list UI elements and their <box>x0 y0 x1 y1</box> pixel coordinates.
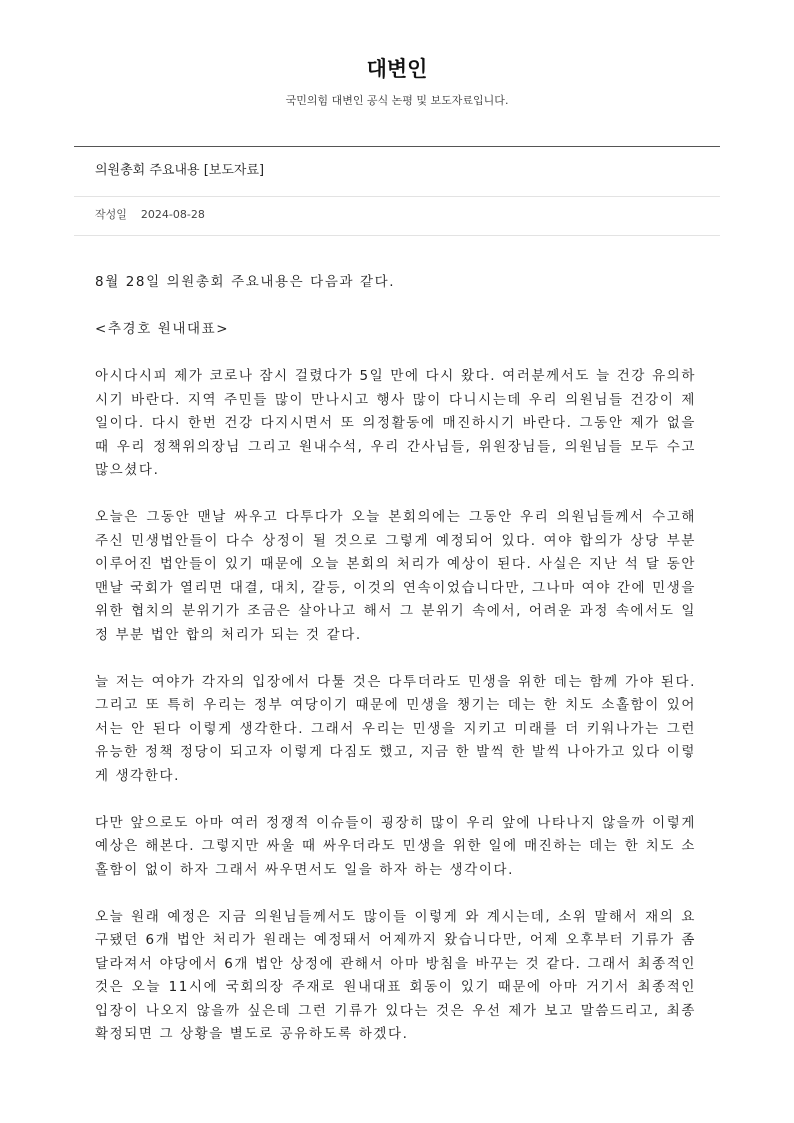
date-value: 2024-08-28 <box>140 208 205 221</box>
site-title: 대변인 <box>366 57 428 81</box>
paragraph: 아시다시피 제가 코로나 잠시 걸렸다가 5일 만에 다시 왔다. 여러분께서도 늘 건강 유의하시기 바란다. 지역 주민들 많이 만나시고 행사 많이 다니시는데 우리 의원님들 건강이 제일이다. 다시 한번 건강 다지시면서 또 의정활동에 매진하시기 바란다. 그동안 제가 없을 때 우리 정책위의장님 그리고 원내수석, 우리 간사님들, 위원장님들, 의원님들 모두 수고 많으셨다. <box>95 368 696 478</box>
article-body <box>95 271 696 1070</box>
paragraph: 오늘은 그동안 맨날 싸우고 다투다가 오늘 본회의에는 그동안 우리 의원님들께서 수고해 주신 민생법안들이 다수 상정이 될 것으로 그렇게 예정되어 있다. 여야 합의가 상당 부분 이루어진 법안들이 있기 때문에 오늘 본회의 처리가 예상이 된다. 사실은 지난 석 달 동안 맨날 국회가 열리면 대결, 대치, 갈등, 이것의 연속이었습니다만, 그나마 여야 간에 민생을 위한 협치의 분위기가 조금은 살아나고 해서 그 분위기 속에서, 어려운 과정 속에서도 일정 부분 법안 합의 처리가 되는 것 같다. <box>95 509 696 643</box>
title-divider <box>74 196 720 197</box>
paragraph: 다만 앞으로도 아마 여러 정쟁적 이슈들이 굉장히 많이 우리 앞에 나타나지 않을까 이렇게 예상은 해본다. 그렇지만 싸울 때 싸우더라도 민생을 위한 일에 매진하는 데는 한 치도 소홀함이 없이 하자 그래서 싸우면서도 일을 하자 하는 생각이다. <box>95 814 696 878</box>
meta-divider <box>74 235 720 236</box>
paragraph-speaker: <추경호 원내대표> <box>95 321 230 337</box>
date-label: 작성일 <box>95 208 127 221</box>
article-meta <box>95 207 205 223</box>
paragraph: 늘 저는 여야가 각자의 입장에서 다툴 것은 다투더라도 민생을 위한 데는 함께 가야 된다. 그리고 또 특히 우리는 정부 여당이기 때문에 민생을 챙기는 데는 한 치도 소홀함이 있어서는 안 된다 이렇게 생각한다. 그래서 우리는 민생을 지키고 미래를 더 키워나가는 그런 유능한 정책 정당이 되고자 이렇게 다짐도 했고, 지금 한 발씩 한 발씩 나아가고 있다 이렇게 생각한다. <box>95 673 696 784</box>
site-subtitle: 국민의힘 대변인 공식 논평 및 보도자료입니다. <box>285 94 509 107</box>
paragraph-intro: 8월 28일 의원총회 주요내용은 다음과 같다. <box>95 274 396 290</box>
header-divider <box>74 146 720 147</box>
paragraph: 오늘 원래 예정은 지금 의원님들께서도 많이들 이렇게 와 계시는데, 소위 말해서 재의 요구됐던 6개 법안 처리가 원래는 예정돼서 어제까지 왔습니다만, 어제 오후부터 기류가 좀 달라져서 야당에서 6개 법안 상정에 관해서 아마 방침을 바꾸는 것 같다. 그래서 최종적인 것은 오늘 11시에 국회의장 주재로 원내대표 회동이 있기 때문에 아마 거기서 최종적인 입장이 나오지 않을까 싶은데 그런 기류가 있다는 것은 우선 제가 보고 말씀드리고, 최종 확정되면 그 상황을 별도로 공유하도록 하겠다. <box>95 908 696 1042</box>
article-title: 의원총회 주요내용 [보도자료] <box>95 163 265 178</box>
